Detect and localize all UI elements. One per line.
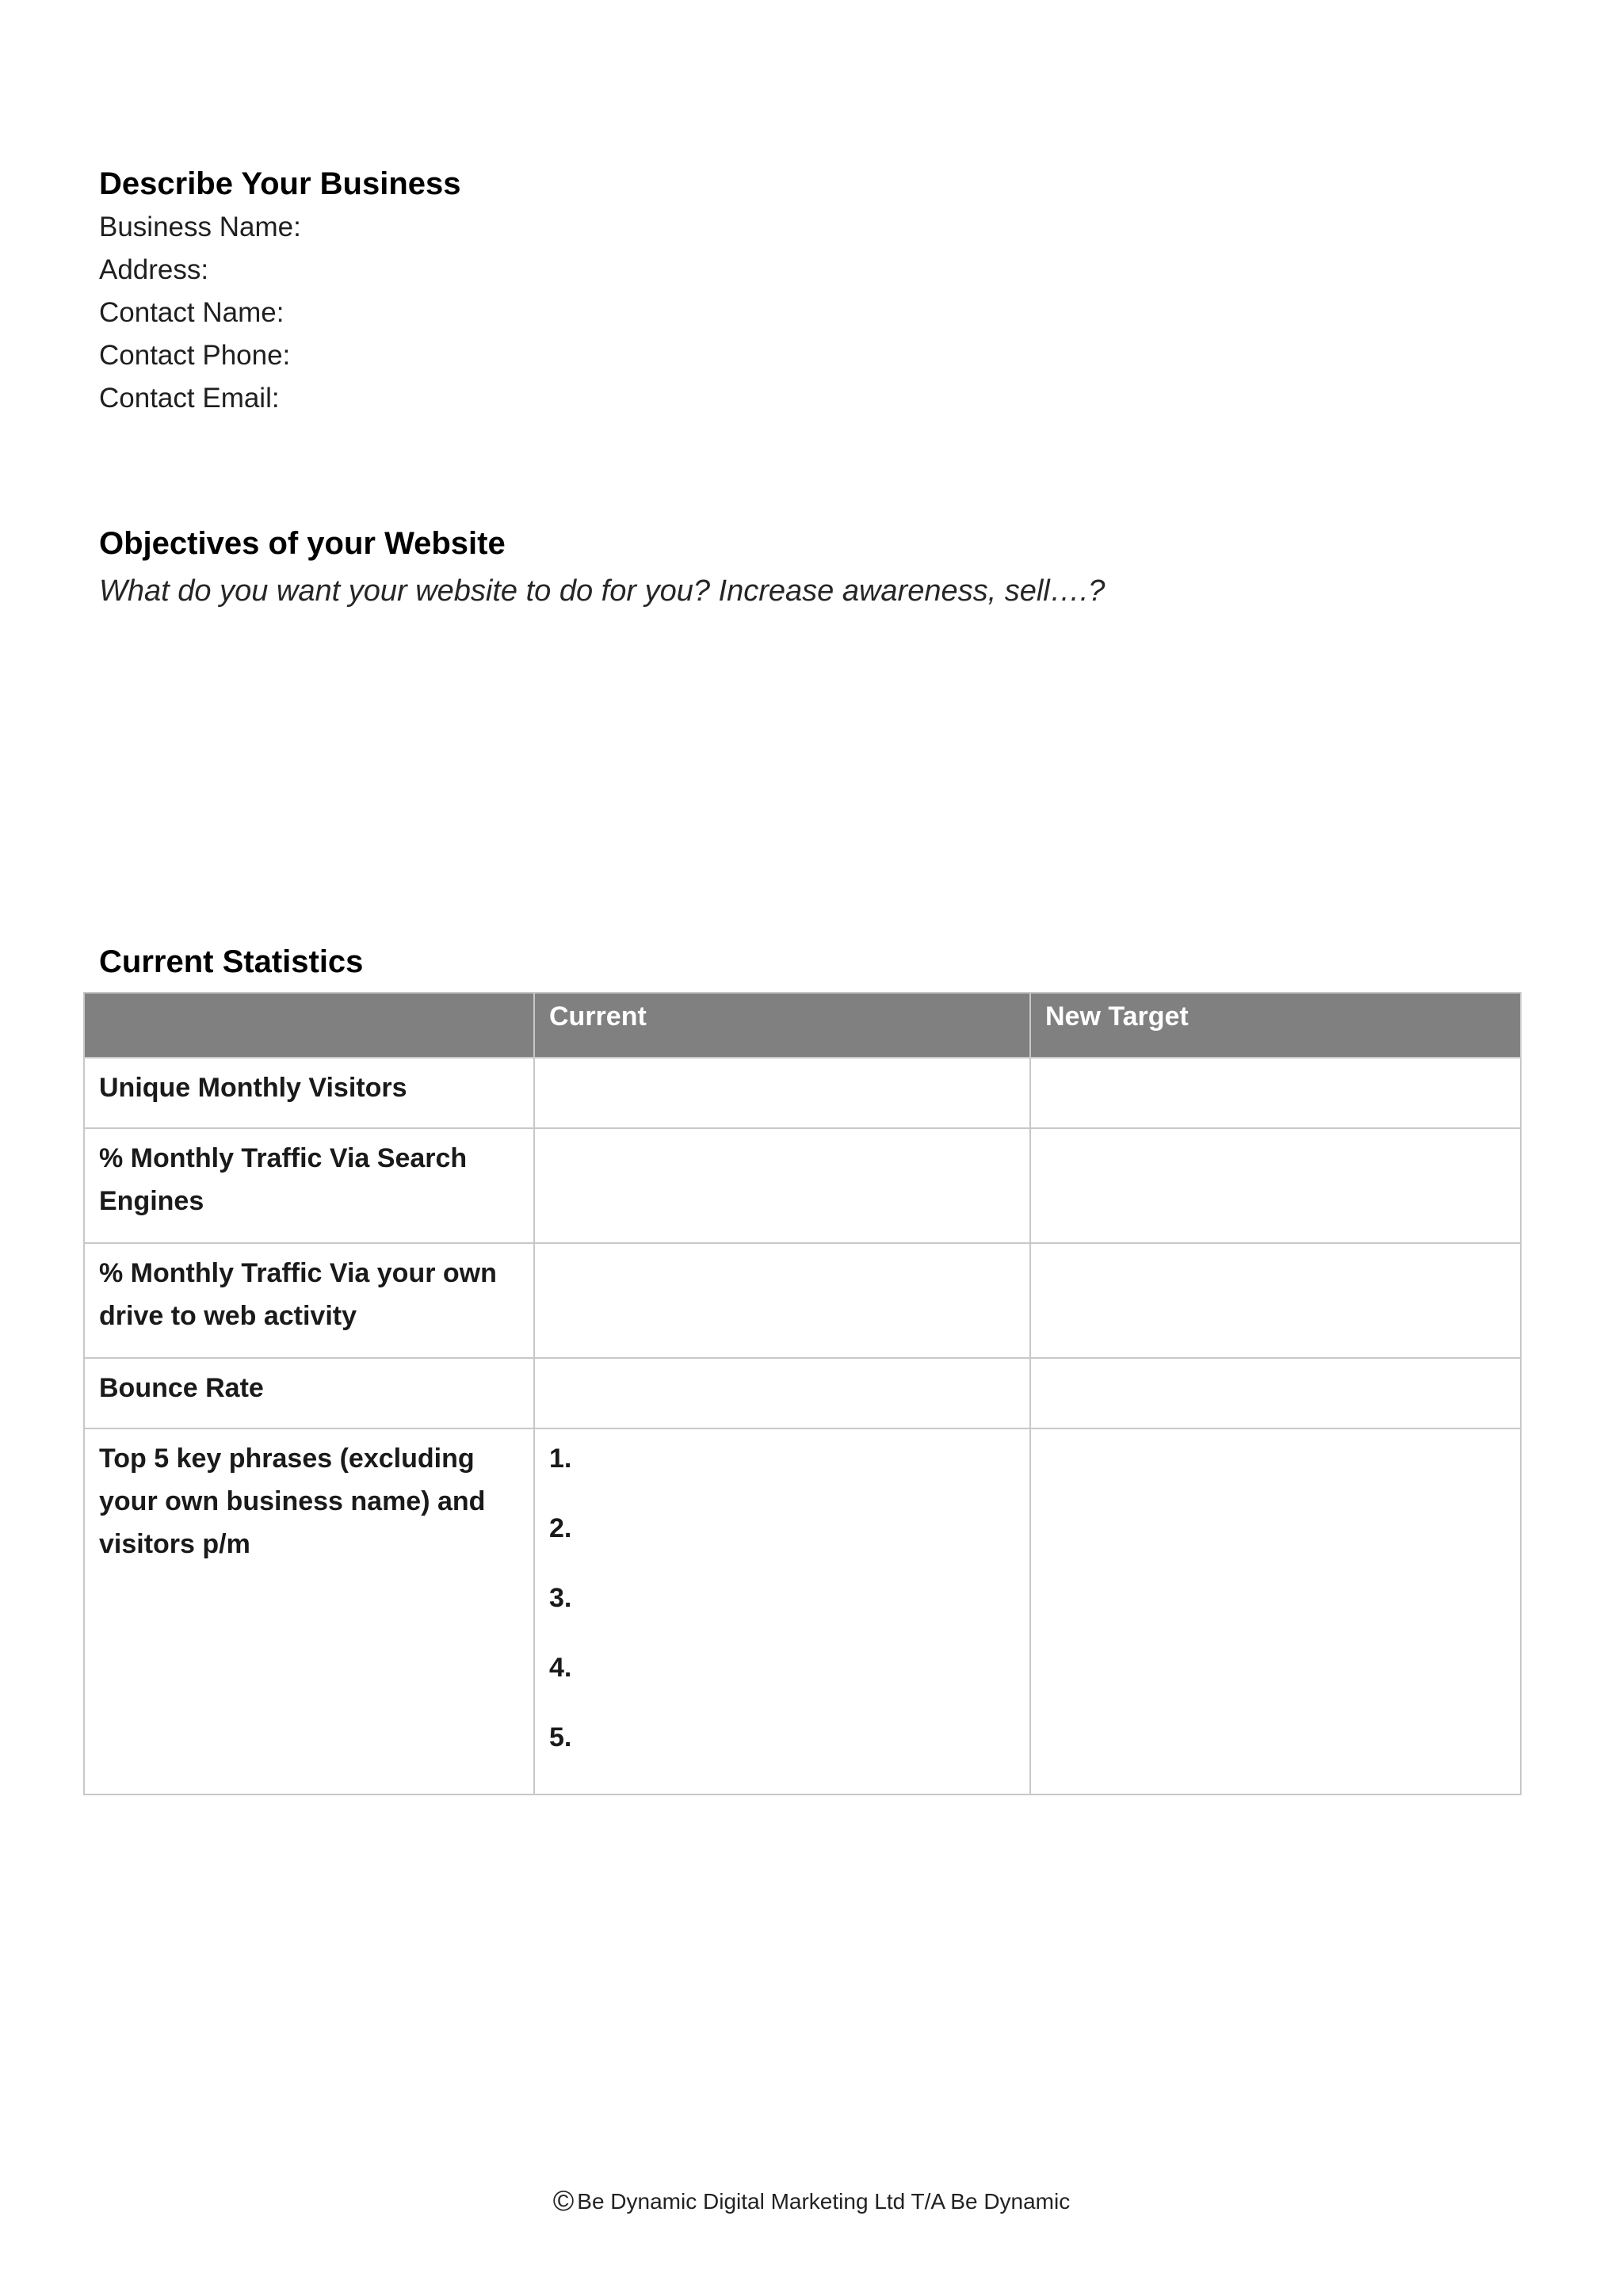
- statistics-heading: Current Statistics: [99, 944, 364, 979]
- header-cell-new-target: New Target: [1030, 993, 1521, 1058]
- statistics-table: [83, 992, 1522, 1795]
- current-cell[interactable]: [534, 1428, 1030, 1794]
- row-label: % Monthly Traffic Via your own drive to web activity: [84, 1243, 534, 1358]
- business-heading: Describe Your Business: [99, 166, 461, 201]
- table-row: [84, 1128, 1521, 1243]
- table-row: [84, 1428, 1521, 1794]
- key-phrase-number: 1.: [549, 1444, 572, 1474]
- business-section: [99, 165, 460, 420]
- current-cell[interactable]: [534, 1358, 1030, 1428]
- contact-name-field: Contact Name:: [99, 297, 285, 328]
- new-target-cell[interactable]: [1030, 1058, 1521, 1128]
- new-target-cell[interactable]: [1030, 1358, 1521, 1428]
- footer: [0, 2185, 1623, 2218]
- new-target-cell[interactable]: [1030, 1243, 1521, 1358]
- current-cell[interactable]: [534, 1243, 1030, 1358]
- row-label: Bounce Rate: [84, 1358, 534, 1428]
- key-phrase-list: [549, 1437, 1015, 1786]
- objectives-heading: Objectives of your Website: [99, 526, 506, 561]
- header-cell-label: [84, 993, 534, 1058]
- key-phrase-number: 3.: [549, 1583, 572, 1613]
- key-phrase-number: 5.: [549, 1722, 572, 1753]
- key-phrase-number: 4.: [549, 1653, 572, 1683]
- table-row: [84, 1243, 1521, 1358]
- current-cell[interactable]: [534, 1058, 1030, 1128]
- new-target-cell[interactable]: [1030, 1428, 1521, 1794]
- new-target-cell[interactable]: [1030, 1128, 1521, 1243]
- objectives-prompt: What do you want your website to do for you? Increase awareness, sell….?: [99, 574, 1106, 608]
- copyright-icon: ©: [552, 2184, 575, 2217]
- contact-email-field: Contact Email:: [99, 383, 280, 414]
- contact-phone-field: Contact Phone:: [99, 340, 291, 371]
- address-field: Address:: [99, 254, 209, 285]
- statistics-section: [99, 943, 363, 981]
- row-label: Top 5 key phrases (excluding your own business name) and visitors p/m: [84, 1428, 534, 1794]
- footer-text: Be Dynamic Digital Marketing Ltd T/A Be Dynamic: [577, 2189, 1071, 2214]
- table-row: [84, 1358, 1521, 1428]
- header-cell-current: Current: [534, 993, 1030, 1058]
- objectives-section: [99, 524, 1105, 613]
- row-label: Unique Monthly Visitors: [84, 1058, 534, 1128]
- table-header-row: [84, 993, 1521, 1058]
- table-row: [84, 1058, 1521, 1128]
- business-name-field: Business Name:: [99, 212, 301, 242]
- key-phrase-number: 2.: [549, 1513, 572, 1543]
- current-cell[interactable]: [534, 1128, 1030, 1243]
- row-label: % Monthly Traffic Via Search Engines: [84, 1128, 534, 1243]
